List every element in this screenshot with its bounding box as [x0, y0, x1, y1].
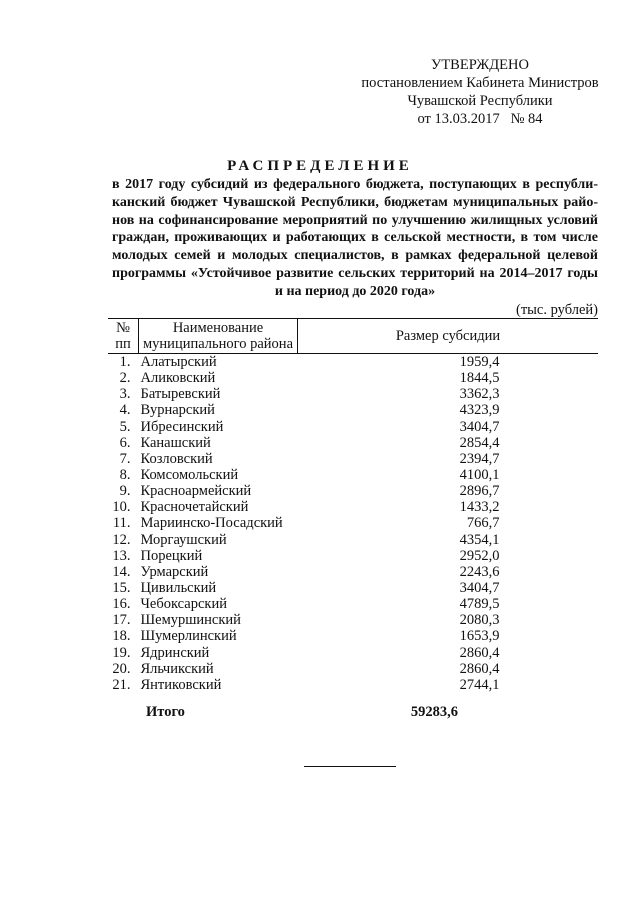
row-number: 20.: [112, 660, 131, 677]
table-row: [108, 515, 598, 531]
row-district-name: Алатырский: [140, 354, 217, 371]
document-subtitle: [112, 176, 598, 301]
row-number: 11.: [112, 515, 131, 532]
row-subsidy-cell: [298, 596, 599, 612]
row-number: 19.: [112, 644, 131, 661]
row-number: 7.: [119, 450, 131, 467]
approval-line: Чувашской Республики: [407, 93, 553, 109]
row-subsidy-value: 2243,6: [459, 563, 500, 580]
row-subsidy-cell: [298, 499, 599, 515]
row-subsidy-value: 1959,4: [459, 354, 500, 371]
row-subsidy-cell: [298, 483, 599, 499]
row-number: 21.: [112, 676, 131, 693]
row-subsidy-value: 1433,2: [459, 499, 500, 516]
row-subsidy-cell: [298, 386, 599, 402]
subtitle-line: в 2017 году субсидий из федерального бюджета, поступающих в республи-: [112, 177, 598, 192]
row-number: 13.: [112, 547, 131, 564]
row-district-name: Канашский: [140, 434, 211, 451]
row-district-name: Аликовский: [140, 370, 216, 387]
row-subsidy-cell: [298, 677, 599, 693]
table-row: [108, 628, 598, 644]
row-subsidy-value: 4100,1: [459, 467, 500, 484]
row-subsidy-value: 4789,5: [459, 596, 500, 613]
subtitle-line: канский бюджет Чувашской Республики, бюджетам муниципальных райо-: [112, 194, 598, 210]
row-subsidy-value: 2394,7: [459, 450, 500, 467]
subtitle-line: и на период до 2020 года»: [274, 283, 436, 299]
row-district-name: Яльчикский: [140, 660, 214, 677]
row-district-name: Батыревский: [140, 386, 221, 403]
row-subsidy-cell: [298, 402, 599, 418]
row-number: 16.: [112, 596, 131, 613]
row-subsidy-value: 3404,7: [459, 418, 500, 435]
row-subsidy-cell: [298, 370, 599, 386]
row-subsidy-value: 4354,1: [459, 531, 500, 548]
total-value: 59283,6: [410, 704, 458, 720]
table-row: [108, 580, 598, 596]
header-number: № пп: [108, 319, 139, 354]
table-row: [108, 548, 598, 564]
header-district-name: Наименование муниципального района: [139, 319, 298, 354]
subtitle-line: молодых семей и молодых специалистов, в рамках федеральной целевой: [112, 248, 598, 264]
row-district-name: Красноармейский: [140, 483, 252, 500]
row-district-name: Моргаушский: [140, 531, 227, 548]
row-subsidy-value: 2952,0: [459, 547, 500, 564]
row-subsidy-cell: [298, 564, 599, 580]
row-subsidy-value: 2896,7: [459, 483, 500, 500]
unit-label: (тыс. рублей): [516, 302, 598, 318]
row-subsidy-cell: [298, 628, 599, 644]
row-number: 12.: [112, 531, 131, 548]
header-subsidy-amount: Размер субсидии: [298, 319, 599, 354]
table-row: [108, 532, 598, 548]
table-row: [108, 499, 598, 515]
approval-title: УТВЕРЖДЕНО: [431, 57, 529, 73]
table-row: [108, 661, 598, 677]
row-subsidy-value: 1653,9: [459, 628, 500, 645]
row-subsidy-value: 766,7: [466, 515, 500, 532]
row-district-name: Шумерлинский: [140, 628, 237, 645]
subsidy-table: [108, 318, 598, 693]
subtitle-line: программы «Устойчивое развитие сельских территорий на 2014–2017 годы: [112, 265, 598, 281]
table-row: [108, 451, 598, 467]
row-district-name: Шемуршинский: [140, 612, 241, 629]
row-number: 1.: [119, 354, 131, 371]
subtitle-line: граждан, проживающих и работающих в сельской местности, в том числе: [112, 230, 598, 246]
row-number: 14.: [112, 563, 131, 580]
row-subsidy-cell: [298, 467, 599, 483]
table-row: [108, 564, 598, 580]
row-subsidy-value: 2860,4: [459, 644, 500, 661]
row-subsidy-cell: [298, 548, 599, 564]
row-number: 8.: [119, 467, 131, 484]
row-district-name: Красночетайский: [140, 499, 249, 516]
row-subsidy-cell: [298, 661, 599, 677]
table-row: [108, 402, 598, 418]
total-label: Итого: [146, 704, 185, 720]
row-subsidy-value: 2080,3: [459, 612, 500, 629]
row-subsidy-cell: [298, 354, 599, 371]
row-subsidy-cell: [298, 451, 599, 467]
row-district-name: Янтиковский: [140, 676, 222, 693]
approval-line: постановлением Кабинета Министров: [361, 75, 599, 91]
subtitle-line: нов на софинансирование мероприятий по улучшению жилищных условий: [112, 212, 598, 228]
row-district-name: Ядринский: [140, 644, 210, 661]
table-row: [108, 677, 598, 693]
row-subsidy-cell: [298, 515, 599, 531]
row-subsidy-cell: [298, 612, 599, 628]
row-number: 3.: [119, 386, 131, 403]
table-row: [108, 645, 598, 661]
row-number: 17.: [112, 612, 131, 629]
table-row: [108, 370, 598, 386]
row-subsidy-value: 4323,9: [459, 402, 500, 419]
end-divider: [304, 766, 396, 767]
document-title: РАСПРЕДЕЛЕНИЕ: [227, 158, 413, 174]
row-subsidy-cell: [298, 580, 599, 596]
row-number: 10.: [112, 499, 131, 516]
row-district-name: Ибресинский: [140, 418, 224, 435]
row-subsidy-value: 2744,1: [459, 676, 500, 693]
approval-date-number: от 13.03.2017 № 84: [417, 111, 543, 127]
row-district-name: Урмарский: [140, 563, 209, 580]
row-number: 5.: [119, 418, 131, 435]
table-row: [108, 435, 598, 451]
table-row: [108, 419, 598, 435]
row-number: 9.: [119, 483, 131, 500]
table-row: [108, 596, 598, 612]
row-district-name: Козловский: [140, 450, 213, 467]
row-district-name: Вурнарский: [140, 402, 215, 419]
table-row: [108, 612, 598, 628]
row-number: 18.: [112, 628, 131, 645]
row-number: 6.: [119, 434, 131, 451]
row-subsidy-value: 2860,4: [459, 660, 500, 677]
row-subsidy-value: 1844,5: [459, 370, 500, 387]
row-district-name: Чебоксарский: [140, 596, 227, 613]
row-number: 15.: [112, 580, 131, 597]
row-district-name: Комсомольский: [140, 467, 239, 484]
row-district-name: Мариинско-Посадский: [140, 515, 283, 532]
row-district-name: Цивильский: [140, 580, 217, 597]
row-subsidy-cell: [298, 645, 599, 661]
table-row: [108, 354, 598, 371]
row-subsidy-cell: [298, 419, 599, 435]
table-row: [108, 483, 598, 499]
table-row: [108, 467, 598, 483]
row-subsidy-value: 2854,4: [459, 434, 500, 451]
row-subsidy-value: 3362,3: [459, 386, 500, 403]
table-header-row: [108, 319, 598, 354]
approval-block: [346, 56, 614, 128]
row-number: 4.: [119, 402, 131, 419]
row-subsidy-cell: [298, 532, 599, 548]
table-row: [108, 386, 598, 402]
row-subsidy-value: 3404,7: [459, 580, 500, 597]
row-number: 2.: [119, 370, 131, 387]
row-district-name: Порецкий: [140, 547, 203, 564]
row-subsidy-cell: [298, 435, 599, 451]
